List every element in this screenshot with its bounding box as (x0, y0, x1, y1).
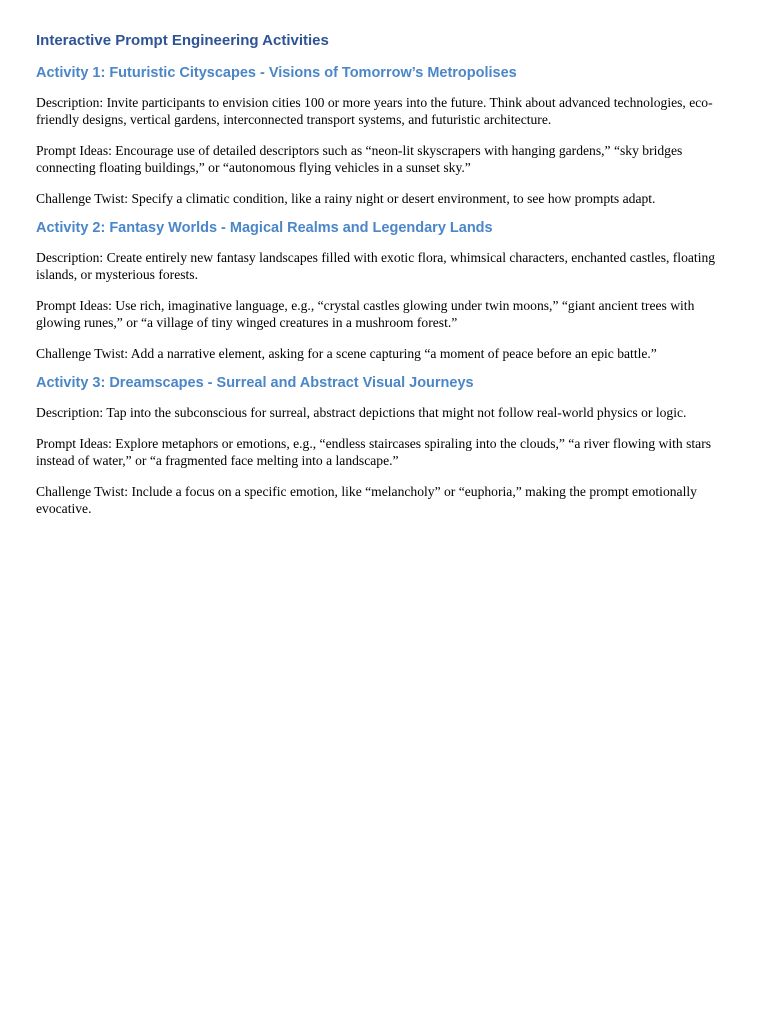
activity-1-challenge-twist (36, 190, 732, 207)
prompt-ideas-label: Prompt Ideas: (36, 436, 112, 451)
challenge-twist-label: Challenge Twist: (36, 484, 129, 499)
activity-section-3 (36, 372, 732, 517)
description-text: Tap into the subconscious for surreal, abstract depictions that might not follow real-world physics or logic. (106, 405, 687, 420)
activity-heading-3: Activity 3: Dreamscapes - Surreal and Abstract Visual Journeys (36, 375, 474, 391)
activity-2-prompt-ideas (36, 297, 732, 331)
challenge-twist-text: Add a narrative element, asking for a scene capturing “a moment of peace before an epic battle.” (130, 346, 657, 361)
prompt-ideas-label: Prompt Ideas: (36, 298, 112, 313)
activity-section-1 (36, 62, 732, 207)
document-page (36, 30, 732, 517)
prompt-ideas-text: Use rich, imaginative language, e.g., “crystal castles glowing under twin moons,” “giant ancient trees with glowing runes,” or “a village of tiny winged creatures in a mushroom forest.” (36, 298, 695, 330)
activity-1-prompt-ideas (36, 142, 732, 176)
description-label: Description: (36, 95, 104, 110)
challenge-twist-text: Specify a climatic condition, like a rainy night or desert environment, to see how prompts adapt. (131, 191, 656, 206)
activity-section-2 (36, 217, 732, 362)
challenge-twist-label: Challenge Twist: (36, 346, 129, 361)
prompt-ideas-text: Explore metaphors or emotions, e.g., “endless staircases spiraling into the clouds,” “a river flowing with stars instead of water,” or “a fragmented face melting into a landscape.” (36, 436, 712, 468)
document-title: Interactive Prompt Engineering Activities (36, 32, 329, 49)
activity-3-challenge-twist (36, 483, 732, 517)
activity-3-prompt-ideas (36, 435, 732, 469)
description-label: Description: (36, 405, 104, 420)
challenge-twist-label: Challenge Twist: (36, 191, 129, 206)
activity-3-description (36, 404, 732, 421)
prompt-ideas-text: Encourage use of detailed descriptors such as “neon-lit skyscrapers with hanging gardens,” “sky bridges connecting floating buildings,” or “autonomous flying vehicles in a sunset sky.” (36, 143, 683, 175)
activity-2-challenge-twist (36, 345, 732, 362)
activity-heading-2: Activity 2: Fantasy Worlds - Magical Realms and Legendary Lands (36, 220, 493, 236)
prompt-ideas-label: Prompt Ideas: (36, 143, 112, 158)
description-label: Description: (36, 250, 104, 265)
activity-2-description (36, 249, 732, 283)
description-text: Invite participants to envision cities 100 or more years into the future. Think about advanced technologies, eco-friendly designs, vertical gardens, interconnected transport systems, and futuristic architecture. (36, 95, 713, 127)
challenge-twist-text: Include a focus on a specific emotion, like “melancholy” or “euphoria,” making the prompt emotionally evocative. (36, 484, 697, 516)
description-text: Create entirely new fantasy landscapes filled with exotic flora, whimsical characters, enchanted castles, floating islands, or mysterious forests. (36, 250, 716, 282)
activity-1-description (36, 94, 732, 128)
activity-heading-1: Activity 1: Futuristic Cityscapes - Visions of Tomorrow’s Metropolises (36, 65, 517, 81)
